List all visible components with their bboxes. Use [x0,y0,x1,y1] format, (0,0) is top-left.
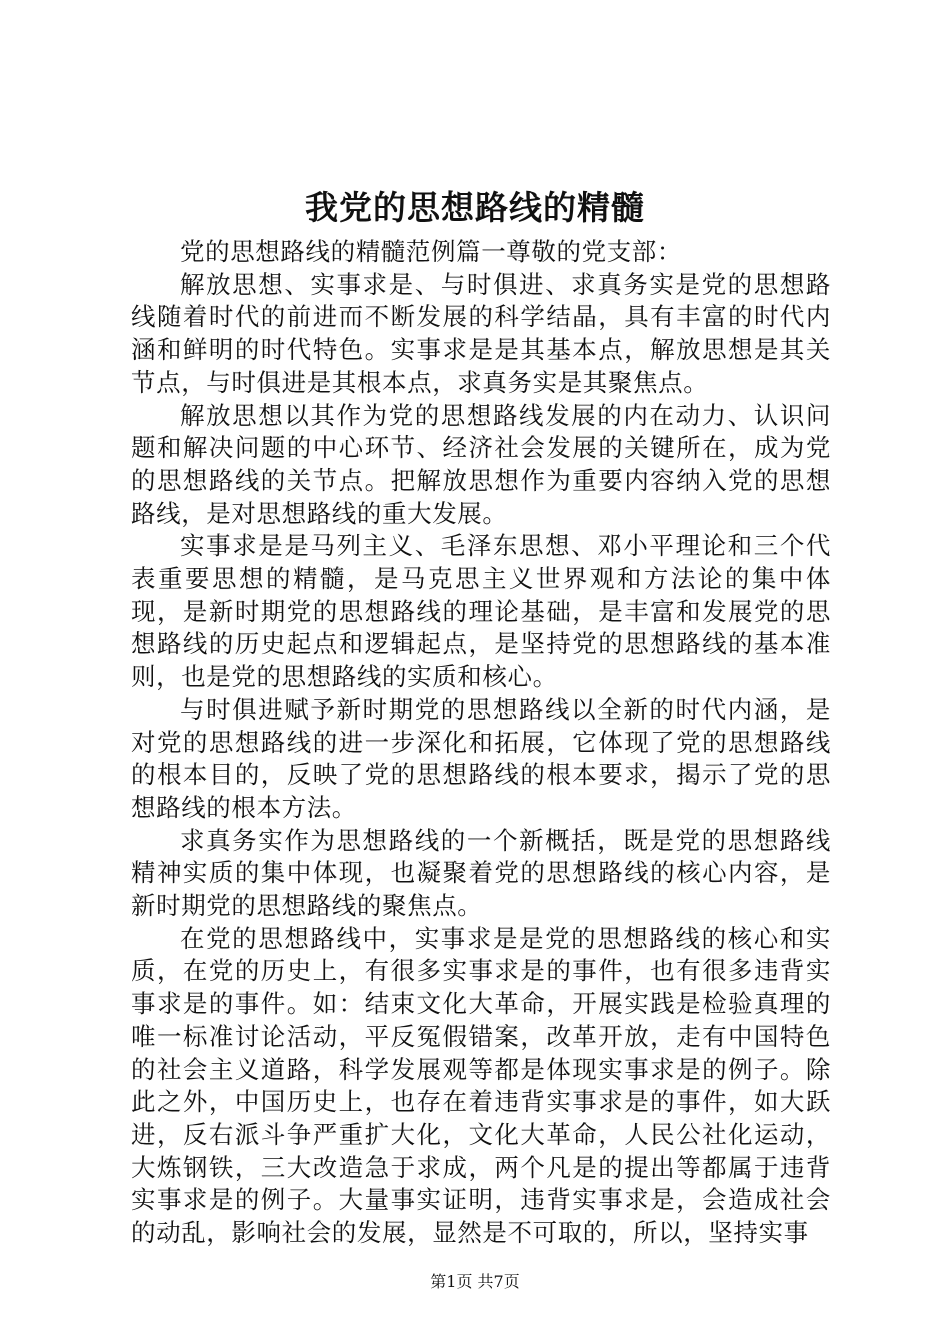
document-body [131,236,831,1250]
paragraph: 求真务实作为思想路线的一个新概括，既是党的思想路线精神实质的集中体现，也凝聚着党的思想路线的核心内容，是新时期党的思想路线的聚焦点。 [131,825,831,921]
paragraph-salutation: 党的思想路线的精髓范例篇一尊敬的党支部： [180,237,682,266]
page-number-footer: 第1页 共7页 [430,1272,520,1291]
paragraph: 与时俱进赋予新时期党的思想路线以全新的时代内涵，是对党的思想路线的进一步深化和拓展，它体现了党的思想路线的根本目的，反映了党的思想路线的根本要求，揭示了党的思想路线的根本方法。 [131,694,831,822]
paragraph: 实事求是是马列主义、毛泽东思想、邓小平理论和三个代表重要思想的精髓，是马克思主义世界观和方法论的集中体现，是新时期党的思想路线的理论基础，是丰富和发展党的思想路线的历史起点和逻辑起点，是坚持党的思想路线的基本准则，也是党的思想路线的实质和核心。 [131,531,831,692]
page-title: 我党的思想路线的精髓 [305,188,645,227]
paragraph: 在党的思想路线中，实事求是是党的思想路线的核心和实质，在党的历史上，有很多实事求是的事件，也有很多违背实事求是的事件。如：结束文化大革命，开展实践是检验真理的唯一标准讨论活动，平反冤假错案，改革开放，走有中国特色的社会主义道路，科学发展观等都是体现实事求是的例子。除此之外，中国历史上，也存在着违背实事求是的事件，如大跃进，反右派斗争严重扩大化，文化大革命，人民公社化运动，大炼钢铁，三大改造急于求成，两个凡是的提出等都属于违背实事求是的例子。大量事实证明，违背实事求是，会造成社会的动乱，影响社会的发展，显然是不可取的，所以，坚持实事 [131,923,831,1248]
paragraph: 解放思想以其作为党的思想路线发展的内在动力、认识问题和解决问题的中心环节、经济社会发展的关键所在，成为党的思想路线的关节点。把解放思想作为重要内容纳入党的思想路线，是对思想路线的重大发展。 [131,400,831,528]
paragraph: 解放思想、实事求是、与时俱进、求真务实是党的思想路线随着时代的前进而不断发展的科学结晶，具有丰富的时代内涵和鲜明的时代特色。实事求是是其基本点，解放思想是其关节点，与时俱进是其根本点，求真务实是其聚焦点。 [131,269,831,397]
